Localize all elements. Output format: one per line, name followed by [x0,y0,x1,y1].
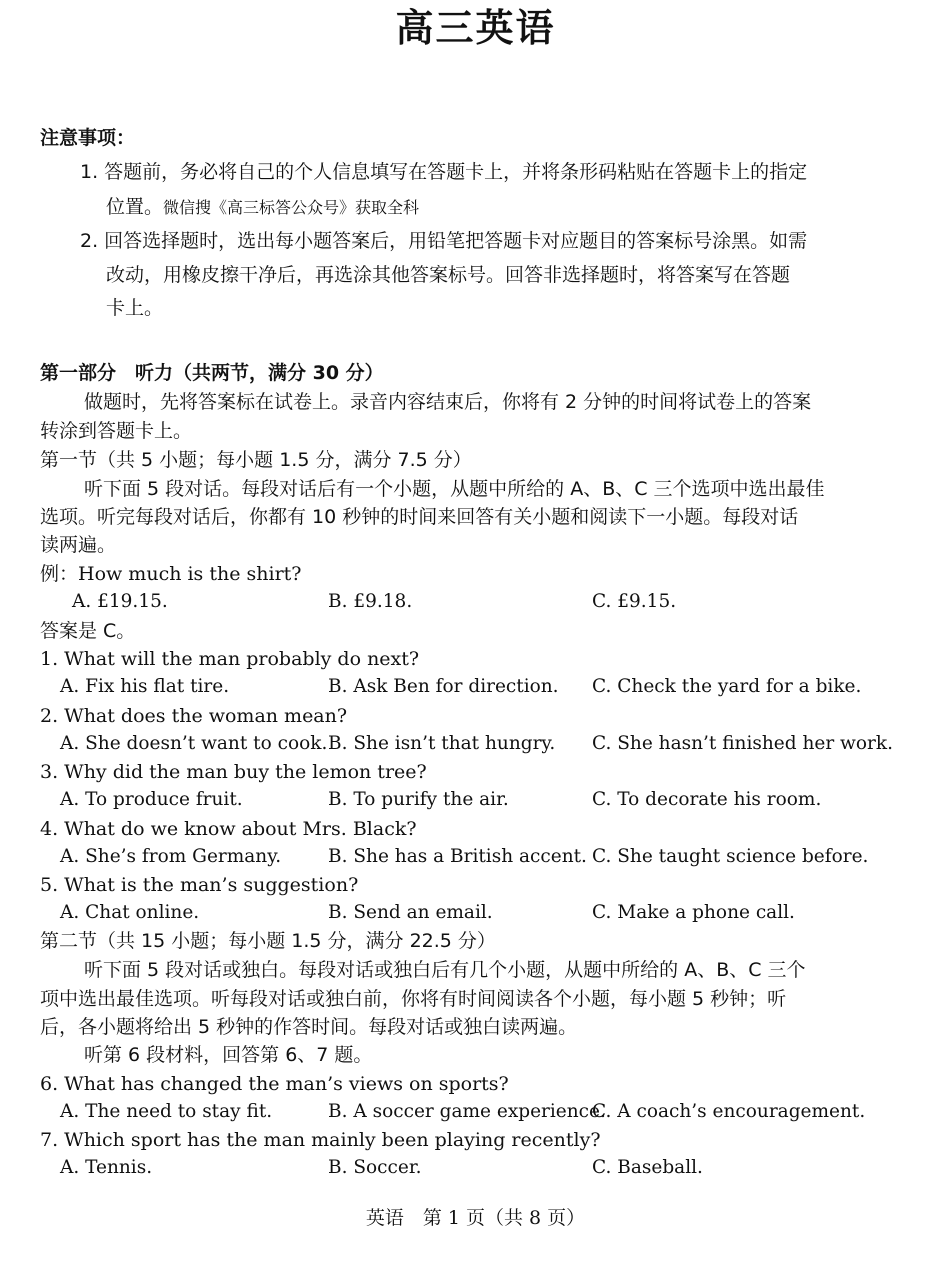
example-option-c: C. £9.15. [592,591,677,612]
question-2: 2. What does the woman mean? [40,705,348,727]
notice-item-1-line-1: 1. 答题前，务必将自己的个人信息填写在答题卡上，并将条形码粘贴在答题卡上的指定 [80,161,808,183]
part1-intro-line-1: 做题时，先将答案标在试卷上。录音内容结束后，你将有 2 分钟的时间将试卷上的答案 [84,391,812,413]
question-2-option-c: C. She hasn’t finished her work. [592,733,893,754]
notice-heading: 注意事项： [40,127,136,149]
question-4-option-c: C. She taught science before. [592,846,869,867]
question-5: 5. What is the man’s suggestion? [40,874,359,896]
example-option-b: B. £9.18. [328,591,413,612]
section1-instructions-line-3: 读两遍。 [40,534,117,556]
question-7-option-b: B. Soccer. [328,1157,422,1178]
notice-item-1-line-2 [106,193,419,222]
question-1: 1. What will the man probably do next? [40,648,420,670]
notice-item-2-line-3: 卡上。 [106,297,164,319]
example-question: 例：How much is the shirt? [40,563,302,585]
notice-item-1-text: 位置。 [106,196,164,218]
section2-material-6: 听第 6 段材料，回答第 6、7 题。 [84,1044,373,1066]
section2-instructions-line-3: 后，各小题将给出 5 秒钟的作答时间。每段对话或独白读两遍。 [40,1016,578,1038]
section1-instructions-line-2: 选项。听完每段对话后，你都有 10 秒钟的时间来回答有关小题和阅读下一小题。每段对话 [40,506,799,528]
question-7: 7. Which sport has the man mainly been playing recently? [40,1129,601,1151]
question-3-option-b: B. To purify the air. [328,789,509,810]
section2-heading: 第二节（共 15 小题；每小题 1.5 分，满分 22.5 分） [40,930,496,952]
section2-instructions-line-2: 项中选出最佳选项。听每段对话或独白前，你将有时间阅读各个小题，每小题 5 秒钟；听 [40,988,787,1010]
question-7-option-a: A. Tennis. [60,1157,153,1178]
question-4-option-a: A. She’s from Germany. [60,846,282,867]
question-1-option-c: C. Check the yard for a bike. [592,676,862,697]
watermark-note: 微信搜《高三标答公众号》获取全科 [163,198,420,217]
section1-heading: 第一节（共 5 小题；每小题 1.5 分，满分 7.5 分） [40,449,472,471]
part1-intro-line-2: 转涂到答题卡上。 [40,420,193,442]
question-6-option-b: B. A soccer game experience. [328,1101,606,1122]
section2-instructions-line-1: 听下面 5 段对话或独白。每段对话或独白后有几个小题，从题中所给的 A、B、C 三个 [84,959,806,981]
section1-instructions-line-1: 听下面 5 段对话。每段对话后有一个小题，从题中所给的 A、B、C 三个选项中选出最佳 [84,478,825,500]
question-2-option-b: B. She isn’t that hungry. [328,733,556,754]
question-6: 6. What has changed the man’s views on sports? [40,1073,509,1095]
question-5-option-b: B. Send an email. [328,902,493,923]
question-6-option-c: C. A coach’s encouragement. [592,1101,866,1122]
example-option-a: A. £19.15. [72,591,168,612]
question-5-option-c: C. Make a phone call. [592,902,795,923]
page-footer: 英语 第 1 页（共 8 页） [365,1207,586,1229]
question-3-option-c: C. To decorate his room. [592,789,822,810]
question-4: 4. What do we know about Mrs. Black? [40,818,417,840]
question-4-option-b: B. She has a British accent. [328,846,587,867]
question-1-option-a: A. Fix his flat tire. [60,676,230,697]
question-5-option-a: A. Chat online. [60,902,200,923]
question-1-option-b: B. Ask Ben for direction. [328,676,559,697]
example-answer: 答案是 C。 [40,620,136,642]
question-2-option-a: A. She doesn’t want to cook. [60,733,328,754]
notice-item-2-line-2: 改动，用橡皮擦干净后，再选涂其他答案标号。回答非选择题时，将答案写在答题 [106,264,791,286]
page-title: 高三英语 [395,6,556,50]
notice-item-2-line-1: 2. 回答选择题时，选出每小题答案后，用铅笔把答题卡对应题目的答案标号涂黑。如需 [80,230,808,252]
question-6-option-a: A. The need to stay fit. [60,1101,273,1122]
part1-heading: 第一部分 听力（共两节，满分 30 分） [40,362,384,384]
question-3: 3. Why did the man buy the lemon tree? [40,761,427,783]
question-7-option-c: C. Baseball. [592,1157,703,1178]
question-3-option-a: A. To produce fruit. [60,789,243,810]
